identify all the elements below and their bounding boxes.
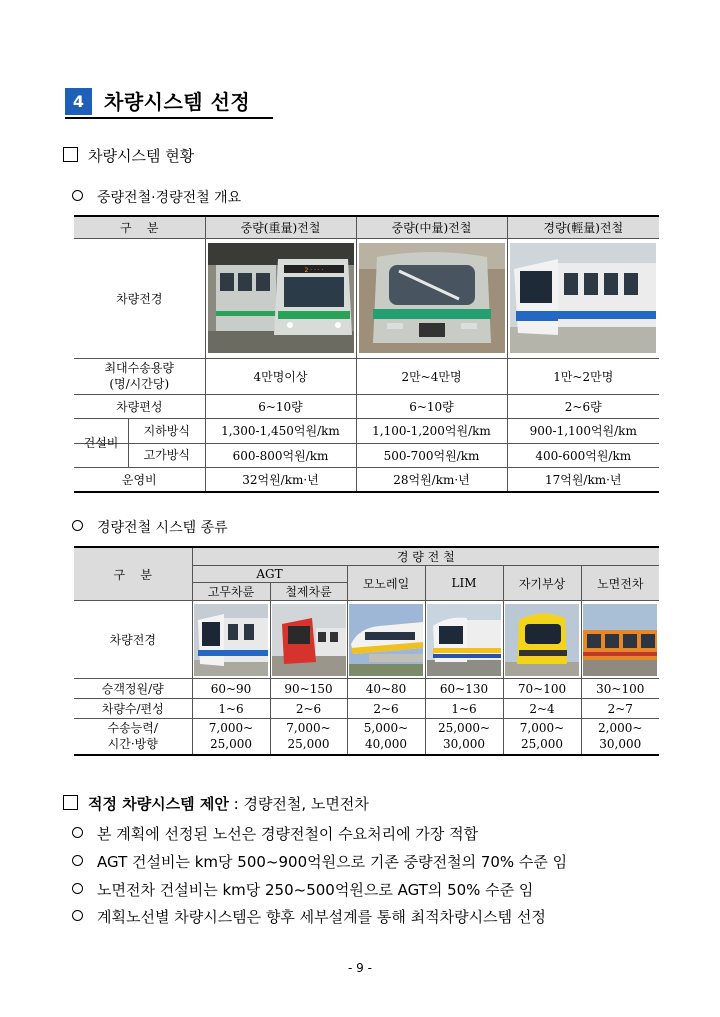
monorail-train-image xyxy=(349,604,423,676)
proposal-heading xyxy=(63,793,369,814)
t2-photo-monorail xyxy=(347,601,425,679)
t1-elevated-light: 400-600억원/km xyxy=(507,443,659,467)
t2-cars-lim: 1~6 xyxy=(425,699,503,719)
t1-elevated-label: 고가방식 xyxy=(143,447,190,462)
t2-header-agt: AGT xyxy=(192,566,347,583)
t2-photo-label: 차량전경 xyxy=(74,601,192,679)
t2-cars-maglev: 2~4 xyxy=(503,699,581,719)
checkbox-square-icon xyxy=(63,147,78,162)
t2-header-rubber: 고무차륜 xyxy=(192,583,270,601)
t2-header-steel: 철제차륜 xyxy=(270,583,347,601)
agt-rubber-train-image xyxy=(194,604,268,676)
t2-header-label: 구 분 xyxy=(74,547,192,601)
t1-operating-medium: 28억원/km·년 xyxy=(356,467,507,492)
proposal-rest: : 경량전철, 노면전차 xyxy=(228,795,369,813)
t2-seats-monorail: 40~80 xyxy=(347,679,425,699)
circle-bullet-icon xyxy=(72,827,83,838)
light-rail-train-image xyxy=(510,243,656,353)
t1-underground-light: 900-1,100억원/km xyxy=(507,418,659,443)
t1-underground-medium: 1,100-1,200억원/km xyxy=(356,418,507,443)
medium-rail-train-image xyxy=(359,243,505,353)
status-heading-text: 차량시스템 현황 xyxy=(88,147,195,165)
checkbox-square-icon xyxy=(63,795,78,810)
t2-seats-steel: 90~150 xyxy=(270,679,347,699)
proposal-bold: 적정 차량시스템 제안 xyxy=(88,795,229,813)
t1-capacity-light: 1만~2만명 xyxy=(507,358,659,394)
proposal-bullet xyxy=(72,851,567,872)
lim-train-image xyxy=(427,604,501,676)
t1-capacity-medium: 2만~4만명 xyxy=(356,358,507,394)
t2-photo-steel xyxy=(270,601,347,679)
section-title: 차량시스템 선정 xyxy=(104,90,251,114)
t1-formation-heavy: 6~10량 xyxy=(205,394,356,418)
t2-header-tram: 노면전차 xyxy=(581,566,659,601)
circle-bullet-icon xyxy=(72,910,83,921)
t2-capacity-monorail: 5,000~ 40,000 xyxy=(347,719,425,755)
t2-capacity-label: 수송능력/ 시간·방향 xyxy=(74,719,192,755)
t2-header-monorail: 모노레일 xyxy=(347,566,425,601)
svg-text:2 · · · ·: 2 · · · · xyxy=(303,267,324,274)
t1-photo-heavy xyxy=(205,238,356,358)
proposal-bullet-text: AGT 건설비는 km당 500~900억원으로 기존 중량전철의 70% 수준 임 xyxy=(97,853,568,871)
t1-header-light: 경량(輕量)전철 xyxy=(507,216,659,238)
status-heading xyxy=(63,145,194,166)
t1-header-medium: 중량(中量)전철 xyxy=(356,216,507,238)
t2-cars-rubber: 1~6 xyxy=(192,699,270,719)
t1-formation-medium: 6~10량 xyxy=(356,394,507,418)
table2-caption xyxy=(72,517,228,537)
light-rail-types-table xyxy=(74,546,659,756)
t2-cars-tram: 2~7 xyxy=(581,699,659,719)
proposal-bullet-text: 본 계획에 선정된 노선은 경량전철이 수요처리에 가장 적합 xyxy=(97,825,479,843)
t1-photo-medium xyxy=(356,238,507,358)
t2-cars-label: 차량수/편성 xyxy=(74,699,192,719)
proposal-bullet-text: 노면전차 건설비는 km당 250~500억원으로 AGT의 50% 수준 임 xyxy=(97,881,534,899)
t2-photo-lim xyxy=(425,601,503,679)
t1-capacity-heavy: 4만명이상 xyxy=(205,358,356,394)
t1-header-heavy: 중량(重量)전철 xyxy=(205,216,356,238)
t1-formation-label: 차량편성 xyxy=(74,394,205,418)
page-number: - 9 - xyxy=(348,961,372,975)
t1-construction-label: 건설비 xyxy=(74,419,129,467)
t1-formation-light: 2~6량 xyxy=(507,394,659,418)
t1-underground-label: 지하방식 xyxy=(129,419,205,444)
t1-photo-label: 차량전경 xyxy=(74,238,205,358)
table2-caption-text: 경량전철 시스템 종류 xyxy=(97,520,228,536)
t1-operating-heavy: 32억원/km·년 xyxy=(205,467,356,492)
t2-capacity-steel: 7,000~ 25,000 xyxy=(270,719,347,755)
t2-seats-rubber: 60~90 xyxy=(192,679,270,699)
circle-bullet-icon xyxy=(72,190,83,201)
t2-capacity-maglev: 7,000~ 25,000 xyxy=(503,719,581,755)
circle-bullet-icon xyxy=(72,855,83,866)
t2-header-group: 경 량 전 철 xyxy=(192,547,659,566)
t2-header-maglev: 자기부상 xyxy=(503,566,581,601)
t1-elevated-heavy: 600-800억원/km xyxy=(205,443,356,467)
t1-header-label: 구 분 xyxy=(74,216,205,238)
t2-seats-lim: 60~130 xyxy=(425,679,503,699)
t2-capacity-tram: 2,000~ 30,000 xyxy=(581,719,659,755)
t2-seats-label: 승객정원/량 xyxy=(74,679,192,699)
t2-cars-monorail: 2~6 xyxy=(347,699,425,719)
t2-seats-maglev: 70~100 xyxy=(503,679,581,699)
t2-cars-steel: 2~6 xyxy=(270,699,347,719)
proposal-bullet xyxy=(72,823,478,844)
proposal-bullet-text: 계획노선별 차량시스템은 향후 세부설계를 통해 최적차량시스템 선정 xyxy=(97,908,546,926)
t2-capacity-rubber: 7,000~ 25,000 xyxy=(192,719,270,755)
agt-steel-train-image xyxy=(272,604,346,676)
tram-train-image xyxy=(583,604,657,676)
heavy-rail-train-image xyxy=(208,243,354,353)
t2-photo-tram xyxy=(581,601,659,679)
circle-bullet-icon xyxy=(72,520,83,531)
t2-photo-rubber xyxy=(192,601,270,679)
t2-seats-tram: 30~100 xyxy=(581,679,659,699)
section-number: 4 xyxy=(65,88,92,115)
proposal-bullet xyxy=(72,906,546,927)
t1-photo-light xyxy=(507,238,659,358)
t1-capacity-label: 최대수송용량 (명/시간당) xyxy=(74,358,205,394)
t1-underground-heavy: 1,300-1,450억원/km xyxy=(205,418,356,443)
table1-caption xyxy=(72,187,241,207)
table1-caption-text: 중량전철·경량전철 개요 xyxy=(97,190,242,206)
rail-overview-table xyxy=(74,215,659,493)
t1-operating-light: 17억원/km·년 xyxy=(507,467,659,492)
maglev-train-image xyxy=(505,604,579,676)
t1-elevated-medium: 500-700억원/km xyxy=(356,443,507,467)
proposal-bullet xyxy=(72,879,533,900)
t2-capacity-lim: 25,000~ 30,000 xyxy=(425,719,503,755)
circle-bullet-icon xyxy=(72,883,83,894)
t2-header-lim: LIM xyxy=(425,566,503,601)
section-header xyxy=(65,84,273,119)
t2-photo-maglev xyxy=(503,601,581,679)
t1-operating-label: 운영비 xyxy=(74,467,205,492)
